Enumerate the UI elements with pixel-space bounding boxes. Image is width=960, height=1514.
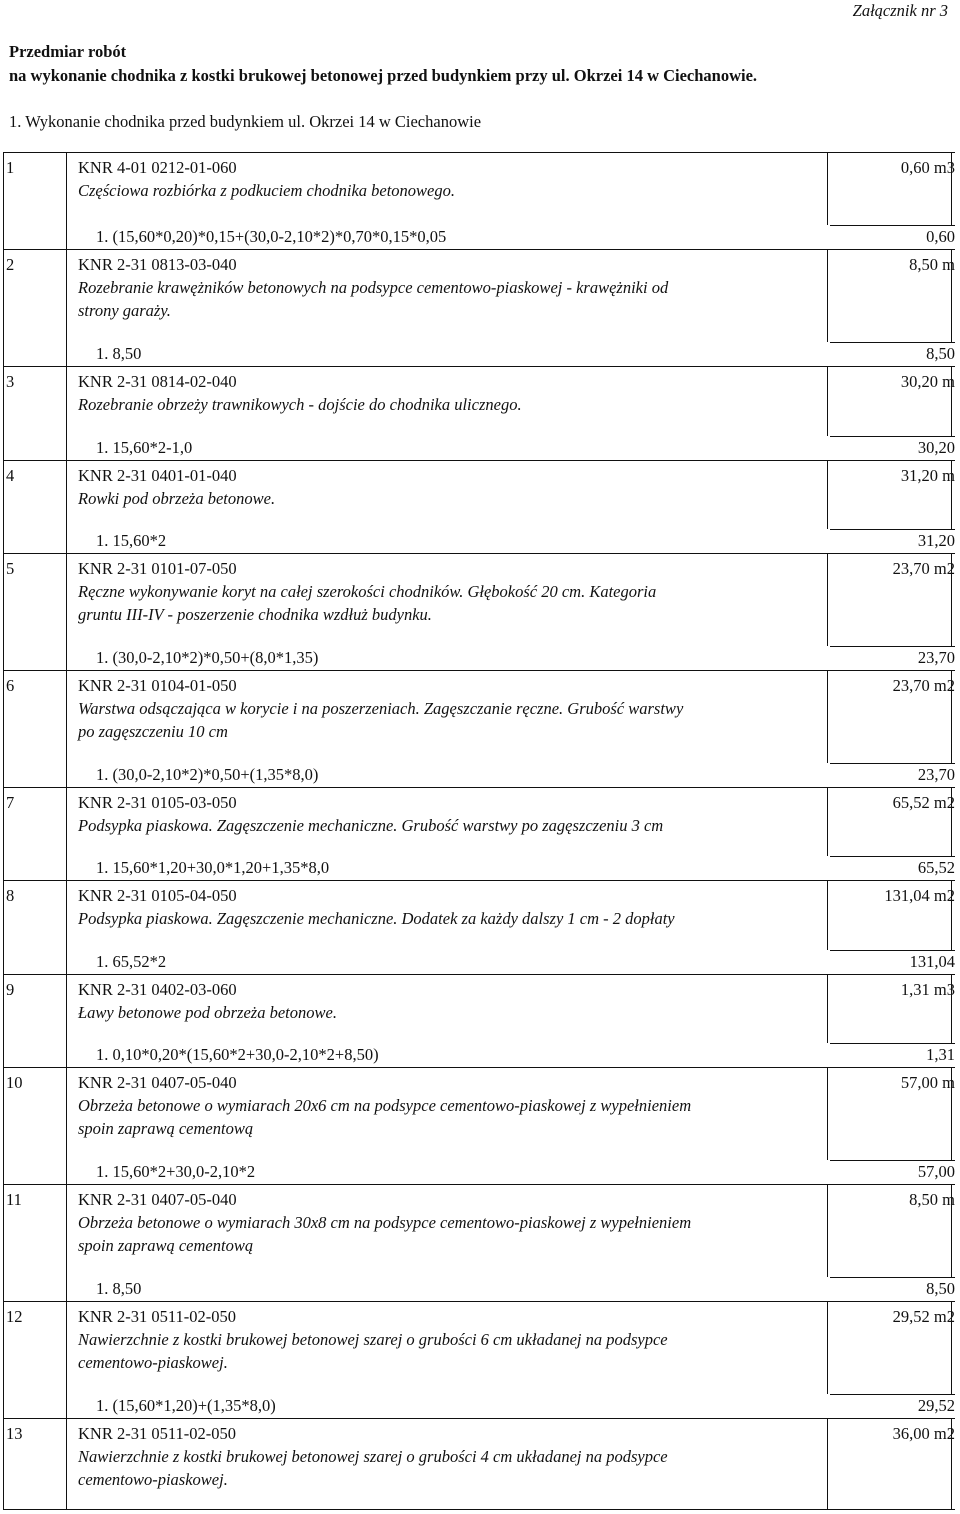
item-calculation-value: 29,52 xyxy=(917,1396,955,1415)
item-calculation-value: 31,20 xyxy=(917,531,955,550)
row-separator xyxy=(3,1418,955,1419)
item-calculation-value: 30,20 xyxy=(917,438,955,457)
item-calculation: 1. (15,60*1,20)+(1,35*8,0) xyxy=(96,1396,276,1415)
quantity-box-left xyxy=(827,553,828,646)
item-quantity: 30,20 m xyxy=(900,372,955,391)
item-quantity: 65,52 m2 xyxy=(892,793,955,812)
item-calculation: 1. 15,60*2-1,0 xyxy=(96,438,193,457)
item-calculation: 1. 8,50 xyxy=(96,344,142,363)
item-description: Nawierzchnie z kostki brukowej betonowej szarej o grubości 4 cm układanej na podsypce xyxy=(78,1447,668,1466)
row-separator xyxy=(3,974,955,975)
row-separator xyxy=(3,249,955,250)
quantity-box-left xyxy=(827,460,828,529)
item-number: 13 xyxy=(6,1424,23,1443)
item-number: 8 xyxy=(6,886,15,905)
item-calculation-value: 65,52 xyxy=(917,858,955,877)
item-calculation: 1. 65,52*2 xyxy=(96,952,167,971)
item-description: spoin zaprawą cementową xyxy=(78,1119,254,1138)
annex-label: Załącznik nr 3 xyxy=(852,1,948,20)
item-calculation: 1. 0,10*0,20*(15,60*2+30,0-2,10*2+8,50) xyxy=(96,1045,379,1064)
item-calculation: 1. 15,60*2 xyxy=(96,531,167,550)
row-separator xyxy=(3,460,955,461)
item-quantity: 36,00 m2 xyxy=(892,1424,955,1443)
item-description: Częściowa rozbiórka z podkuciem chodnika betonowego. xyxy=(78,181,456,200)
item-code: KNR 2-31 0101-07-050 xyxy=(78,559,237,578)
item-description: gruntu III-IV - poszerzenie chodnika wzdłuż budynku. xyxy=(78,605,432,624)
item-number: 12 xyxy=(6,1307,23,1326)
item-calculation-value: 23,70 xyxy=(917,648,955,667)
row-separator xyxy=(3,787,955,788)
item-description: Podsypka piaskowa. Zagęszczenie mechaniczne. Dodatek za każdy dalszy 1 cm - 2 dopłaty xyxy=(78,909,675,928)
item-calculation-value: 23,70 xyxy=(917,765,955,784)
item-calculation-value: 0,60 xyxy=(926,227,955,246)
item-number: 2 xyxy=(6,255,15,274)
item-number: 11 xyxy=(6,1190,22,1209)
item-code: KNR 2-31 0407-05-040 xyxy=(78,1073,237,1092)
item-code: KNR 2-31 0814-02-040 xyxy=(78,372,237,391)
item-calculation-value: 57,00 xyxy=(917,1162,955,1181)
quantity-box-left xyxy=(827,1184,828,1277)
quantity-box-left xyxy=(827,787,828,856)
item-description: spoin zaprawą cementową xyxy=(78,1236,254,1255)
quantity-box-left xyxy=(827,880,828,950)
section-heading: 1. Wykonanie chodnika przed budynkiem ul. Okrzei 14 w Ciechanowie xyxy=(9,112,482,131)
row-separator xyxy=(3,880,955,881)
item-code: KNR 2-31 0104-01-050 xyxy=(78,676,237,695)
item-quantity: 23,70 m2 xyxy=(892,559,955,578)
document-title xyxy=(9,40,757,88)
item-quantity: 131,04 m2 xyxy=(884,886,955,905)
title-line-2: na wykonanie chodnika z kostki brukowej betonowej przed budynkiem przy ul. Okrzei 14 w Ciechanowie. xyxy=(9,66,758,85)
quantity-box-left xyxy=(827,670,828,763)
item-code: KNR 2-31 0105-04-050 xyxy=(78,886,237,905)
item-number: 6 xyxy=(6,676,15,695)
item-calculation: 1. (30,0-2,10*2)*0,50+(1,35*8,0) xyxy=(96,765,319,784)
item-number: 3 xyxy=(6,372,15,391)
item-calculation: 1. (15,60*0,20)*0,15+(30,0-2,10*2)*0,70*0,15*0,05 xyxy=(96,227,447,246)
item-quantity: 8,50 m xyxy=(909,1190,955,1209)
quantity-box-left xyxy=(827,1067,828,1160)
row-separator xyxy=(3,1301,955,1302)
item-calculation: 1. (30,0-2,10*2)*0,50+(8,0*1,35) xyxy=(96,648,319,667)
item-description: cementowo-piaskowej. xyxy=(78,1470,228,1489)
item-calculation: 1. 15,60*2+30,0-2,10*2 xyxy=(96,1162,256,1181)
quantity-box-left xyxy=(827,249,828,342)
quantity-box-left xyxy=(827,366,828,436)
item-description: Rozebranie krawężników betonowych na podsypce cementowo-piaskowej - krawężniki od xyxy=(78,278,669,297)
item-number: 4 xyxy=(6,466,15,485)
item-description: cementowo-piaskowej. xyxy=(78,1353,228,1372)
row-separator xyxy=(3,553,955,554)
item-description: Warstwa odsączająca w korycie i na poszerzeniach. Zagęszczanie ręczne. Grubość warstwy xyxy=(78,699,684,718)
item-description: Rowki pod obrzeża betonowe. xyxy=(78,489,276,508)
item-description: Obrzeża betonowe o wymiarach 30x8 cm na podsypce cementowo-piaskowej z wypełnieniem xyxy=(78,1213,692,1232)
item-quantity: 31,20 m xyxy=(900,466,955,485)
item-code: KNR 2-31 0402-03-060 xyxy=(78,980,237,999)
item-quantity: 57,00 m xyxy=(900,1073,955,1092)
row-separator xyxy=(3,1067,955,1068)
item-description: Obrzeża betonowe o wymiarach 20x6 cm na podsypce cementowo-piaskowej z wypełnieniem xyxy=(78,1096,692,1115)
item-calculation: 1. 15,60*1,20+30,0*1,20+1,35*8,0 xyxy=(96,858,330,877)
item-number: 7 xyxy=(6,793,15,812)
item-code: KNR 2-31 0407-05-040 xyxy=(78,1190,237,1209)
item-number: 5 xyxy=(6,559,15,578)
quantity-box-left xyxy=(827,974,828,1043)
item-code: KNR 2-31 0401-01-040 xyxy=(78,466,237,485)
item-number: 9 xyxy=(6,980,15,999)
item-description: Podsypka piaskowa. Zagęszczenie mechaniczne. Grubość warstwy po zagęszczeniu 3 cm xyxy=(78,816,664,835)
row-separator xyxy=(3,1184,955,1185)
table-column-divider xyxy=(66,152,67,1510)
item-calculation: 1. 8,50 xyxy=(96,1279,142,1298)
item-code: KNR 2-31 0511-02-050 xyxy=(78,1424,236,1443)
item-description: Rozebranie obrzeży trawnikowych - dojście do chodnika ulicznego. xyxy=(78,395,522,414)
item-description: Ławy betonowe pod obrzeża betonowe. xyxy=(78,1003,337,1022)
item-description: po zagęszczeniu 10 cm xyxy=(78,722,228,741)
item-calculation-value: 131,04 xyxy=(909,952,955,971)
quantity-box-left xyxy=(827,1301,828,1394)
item-quantity: 23,70 m2 xyxy=(892,676,955,695)
quantity-box-left xyxy=(827,1418,828,1510)
item-code: KNR 2-31 0105-03-050 xyxy=(78,793,237,812)
item-quantity: 0,60 m3 xyxy=(900,158,955,177)
item-description: strony garaży. xyxy=(78,301,171,320)
item-quantity: 8,50 m xyxy=(909,255,955,274)
item-quantity: 29,52 m2 xyxy=(892,1307,955,1326)
item-calculation-value: 8,50 xyxy=(926,344,955,363)
item-number: 1 xyxy=(6,158,15,177)
item-description: Ręczne wykonywanie koryt na całej szerokości chodników. Głębokość 20 cm. Kategoria xyxy=(78,582,657,601)
item-description: Nawierzchnie z kostki brukowej betonowej szarej o grubości 6 cm układanej na podsypce xyxy=(78,1330,668,1349)
item-number: 10 xyxy=(6,1073,23,1092)
item-code: KNR 2-31 0511-02-050 xyxy=(78,1307,236,1326)
item-quantity: 1,31 m3 xyxy=(900,980,955,999)
item-code: KNR 2-31 0813-03-040 xyxy=(78,255,237,274)
quantity-box-left xyxy=(827,152,828,225)
item-calculation-value: 1,31 xyxy=(926,1045,955,1064)
row-separator xyxy=(3,366,955,367)
item-calculation-value: 8,50 xyxy=(926,1279,955,1298)
title-line-1: Przedmiar robót xyxy=(9,42,127,61)
row-separator xyxy=(3,670,955,671)
item-code: KNR 4-01 0212-01-060 xyxy=(78,158,237,177)
